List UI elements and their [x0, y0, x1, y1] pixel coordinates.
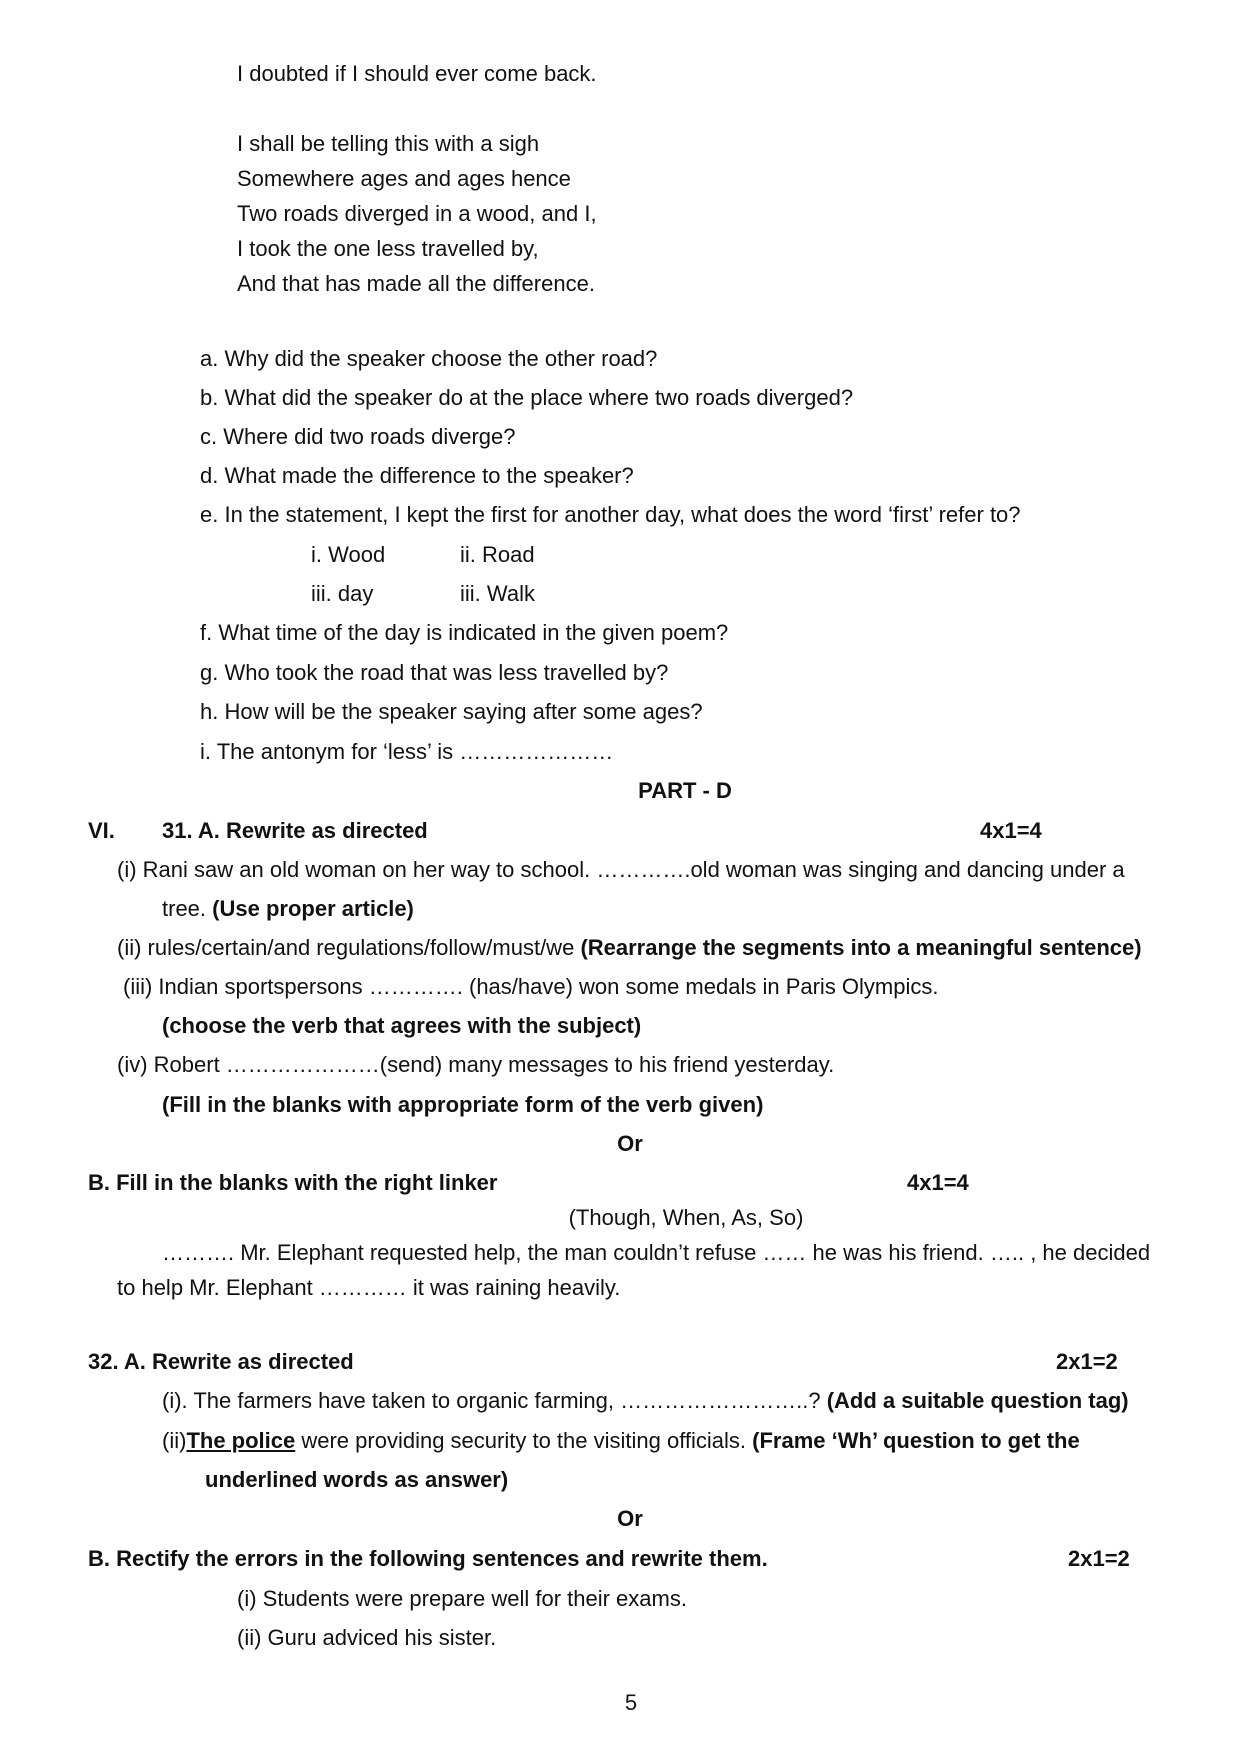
q32-item-text: (i). The farmers have taken to organic farming, ……………………..? — [162, 1388, 821, 1413]
question-g: g. Who took the road that was less travelled by? — [200, 660, 669, 685]
q31-item: (i) Rani saw an old woman on her way to school. ………….old woman was singing and dancing under a — [117, 857, 1125, 882]
q32b-item: (ii) Guru adviced his sister. — [237, 1625, 497, 1650]
question-e: e. In the statement, I kept the first for another day, what does the word ‘first’ refer to? — [200, 502, 1021, 527]
q31b-marks: 4x1=4 — [907, 1170, 969, 1195]
q31-item — [117, 935, 1142, 961]
question-b: b. What did the speaker do at the place where two roads diverged? — [200, 385, 854, 410]
q31-item: (iii) Indian sportspersons …………. (has/have) won some medals in Paris Olympics. — [123, 974, 939, 999]
option-item: i. Wood — [311, 542, 386, 567]
poem-line: Two roads diverged in a wood, and I, — [237, 201, 597, 226]
q32b-item: (i) Students were prepare well for their exams. — [237, 1586, 687, 1611]
option-item: ii. Road — [460, 542, 535, 567]
roman-numeral: VI. — [88, 818, 115, 843]
instruction: (Use proper article) — [212, 896, 414, 921]
poem-line: Somewhere ages and ages hence — [237, 166, 571, 191]
instruction: underlined words as answer) — [205, 1467, 509, 1492]
q32-item-text: (ii) — [162, 1428, 187, 1453]
question-c: c. Where did two roads diverge? — [200, 424, 516, 449]
q31-item: (iv) Robert …………………(send) many messages to his friend yesterday. — [117, 1052, 835, 1077]
instruction: (Rearrange the segments into a meaningful sentence) — [580, 935, 1142, 960]
q31b-title: B. Fill in the blanks with the right linker — [88, 1170, 498, 1195]
q31-item-text: tree. — [162, 896, 207, 921]
q31-title: 31. A. Rewrite as directed — [162, 818, 428, 843]
underlined-phrase: The police — [186, 1428, 296, 1453]
poem-line: I shall be telling this with a sigh — [237, 131, 540, 156]
linker-passage: to help Mr. Elephant ………… it was raining heavily. — [117, 1275, 621, 1300]
question-d: d. What made the difference to the speaker? — [200, 463, 634, 488]
q31-item-text: (ii) rules/certain/and regulations/follow/must/we — [117, 935, 575, 960]
q31-marks: 4x1=4 — [980, 818, 1042, 843]
poem-line: I took the one less travelled by, — [237, 236, 539, 261]
q32-marks: 2x1=2 — [1056, 1349, 1118, 1374]
page-number: 5 — [624, 1690, 638, 1715]
question-i: i. The antonym for ‘less’ is ………………… — [200, 739, 614, 764]
instruction: (Fill in the blanks with appropriate form of the verb given) — [162, 1092, 764, 1117]
q32-item-text: were providing security to the visiting officials. — [301, 1428, 747, 1453]
q32-item — [162, 1428, 1080, 1454]
instruction: (Add a suitable question tag) — [826, 1388, 1129, 1413]
q32-item — [162, 1388, 1129, 1414]
q32b-title: B. Rectify the errors in the following sentences and rewrite them. — [88, 1546, 768, 1571]
option-item: iii. day — [311, 581, 374, 606]
poem-line: And that has made all the difference. — [237, 271, 595, 296]
question-a: a. Why did the speaker choose the other road? — [200, 346, 658, 371]
q32-title: 32. A. Rewrite as directed — [88, 1349, 354, 1374]
linker-passage: ………. Mr. Elephant requested help, the man couldn’t refuse …… he was his friend. ….. , he decided — [162, 1240, 1151, 1265]
q32b-marks: 2x1=2 — [1068, 1546, 1130, 1571]
or-divider: Or — [617, 1506, 643, 1531]
linker-options: (Though, When, As, So) — [568, 1205, 804, 1230]
or-divider: Or — [617, 1131, 643, 1156]
question-h: h. How will be the speaker saying after some ages? — [200, 699, 703, 724]
instruction: (Frame ‘Wh’ question to get the — [752, 1428, 1080, 1453]
q31-item — [162, 896, 414, 922]
option-item: iii. Walk — [460, 581, 535, 606]
poem-line: I doubted if I should ever come back. — [237, 61, 597, 86]
question-f: f. What time of the day is indicated in the given poem? — [200, 620, 729, 645]
instruction: (choose the verb that agrees with the subject) — [162, 1013, 642, 1038]
section-heading: PART - D — [638, 778, 732, 803]
